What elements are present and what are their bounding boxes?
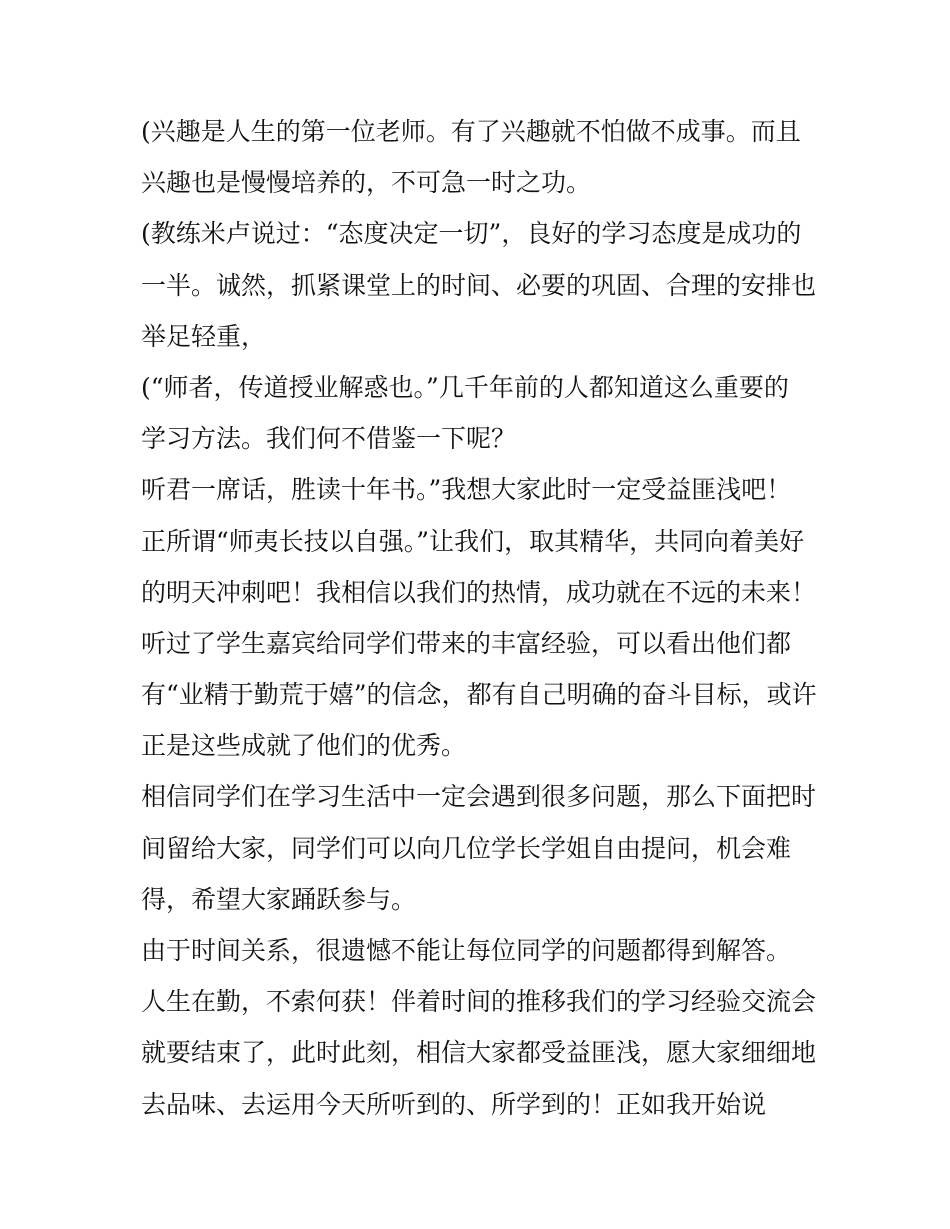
text-line: 听君一席话，胜读十年书。”我想大家此时一定受益匪浅吧！: [141, 475, 792, 505]
text-line: (兴趣是人生的第一位老师。有了兴趣就不怕做不成事。而且: [141, 117, 801, 146]
text-line: 得，希望大家踊跃参与。: [141, 884, 417, 914]
text-line: 人生在勤，不索何获！伴着时间的推移我们的学习经验交流会: [141, 987, 817, 1017]
text-line: 去品味、去运用今天所听到的、所学到的！正如我开始说: [141, 1089, 767, 1119]
text-line: 举足轻重，: [141, 321, 267, 351]
text-line: 有“业精于勤荒于嬉”的信念，都有自己明确的奋斗目标，或许: [141, 680, 817, 710]
text-line: 兴趣也是慢慢培养的，不可急一时之功。: [141, 168, 592, 198]
text-line: 就要结束了，此时此刻，相信大家都受益匪浅，愿大家细细地: [141, 1038, 817, 1068]
text-line: (教练米卢说过：“态度决定一切”，良好的学习态度是成功的: [141, 219, 802, 249]
text-line: 的明天冲刺吧！我相信以我们的热情，成功就在不远的未来！: [141, 577, 817, 607]
text-line: 由于时间关系，很遗憾不能让每位同学的问题都得到解答。: [141, 936, 792, 965]
text-line: 一半。诚然，抓紧课堂上的时间、必要的巩固、合理的安排也: [141, 270, 817, 300]
text-line: 间留给大家，同学们可以向几位学长学姐自由提问，机会难: [141, 833, 792, 863]
body-text: [141, 106, 831, 1130]
text-line: 正是这些成就了他们的优秀。: [141, 731, 467, 761]
text-line: (“师者，传道授业解惑也。”几千年前的人都知道这么重要的: [141, 372, 789, 402]
text-line: 听过了学生嘉宾给同学们带来的丰富经验，可以看出他们都: [141, 628, 792, 658]
text-line: 相信同学们在学习生活中一定会遇到很多问题，那么下面把时: [141, 782, 817, 812]
text-line: 正所谓“师夷长技以自强。”让我们，取其精华，共同向着美好: [141, 526, 805, 556]
text-line: 学习方法。我们何不借鉴一下呢？: [141, 424, 517, 454]
